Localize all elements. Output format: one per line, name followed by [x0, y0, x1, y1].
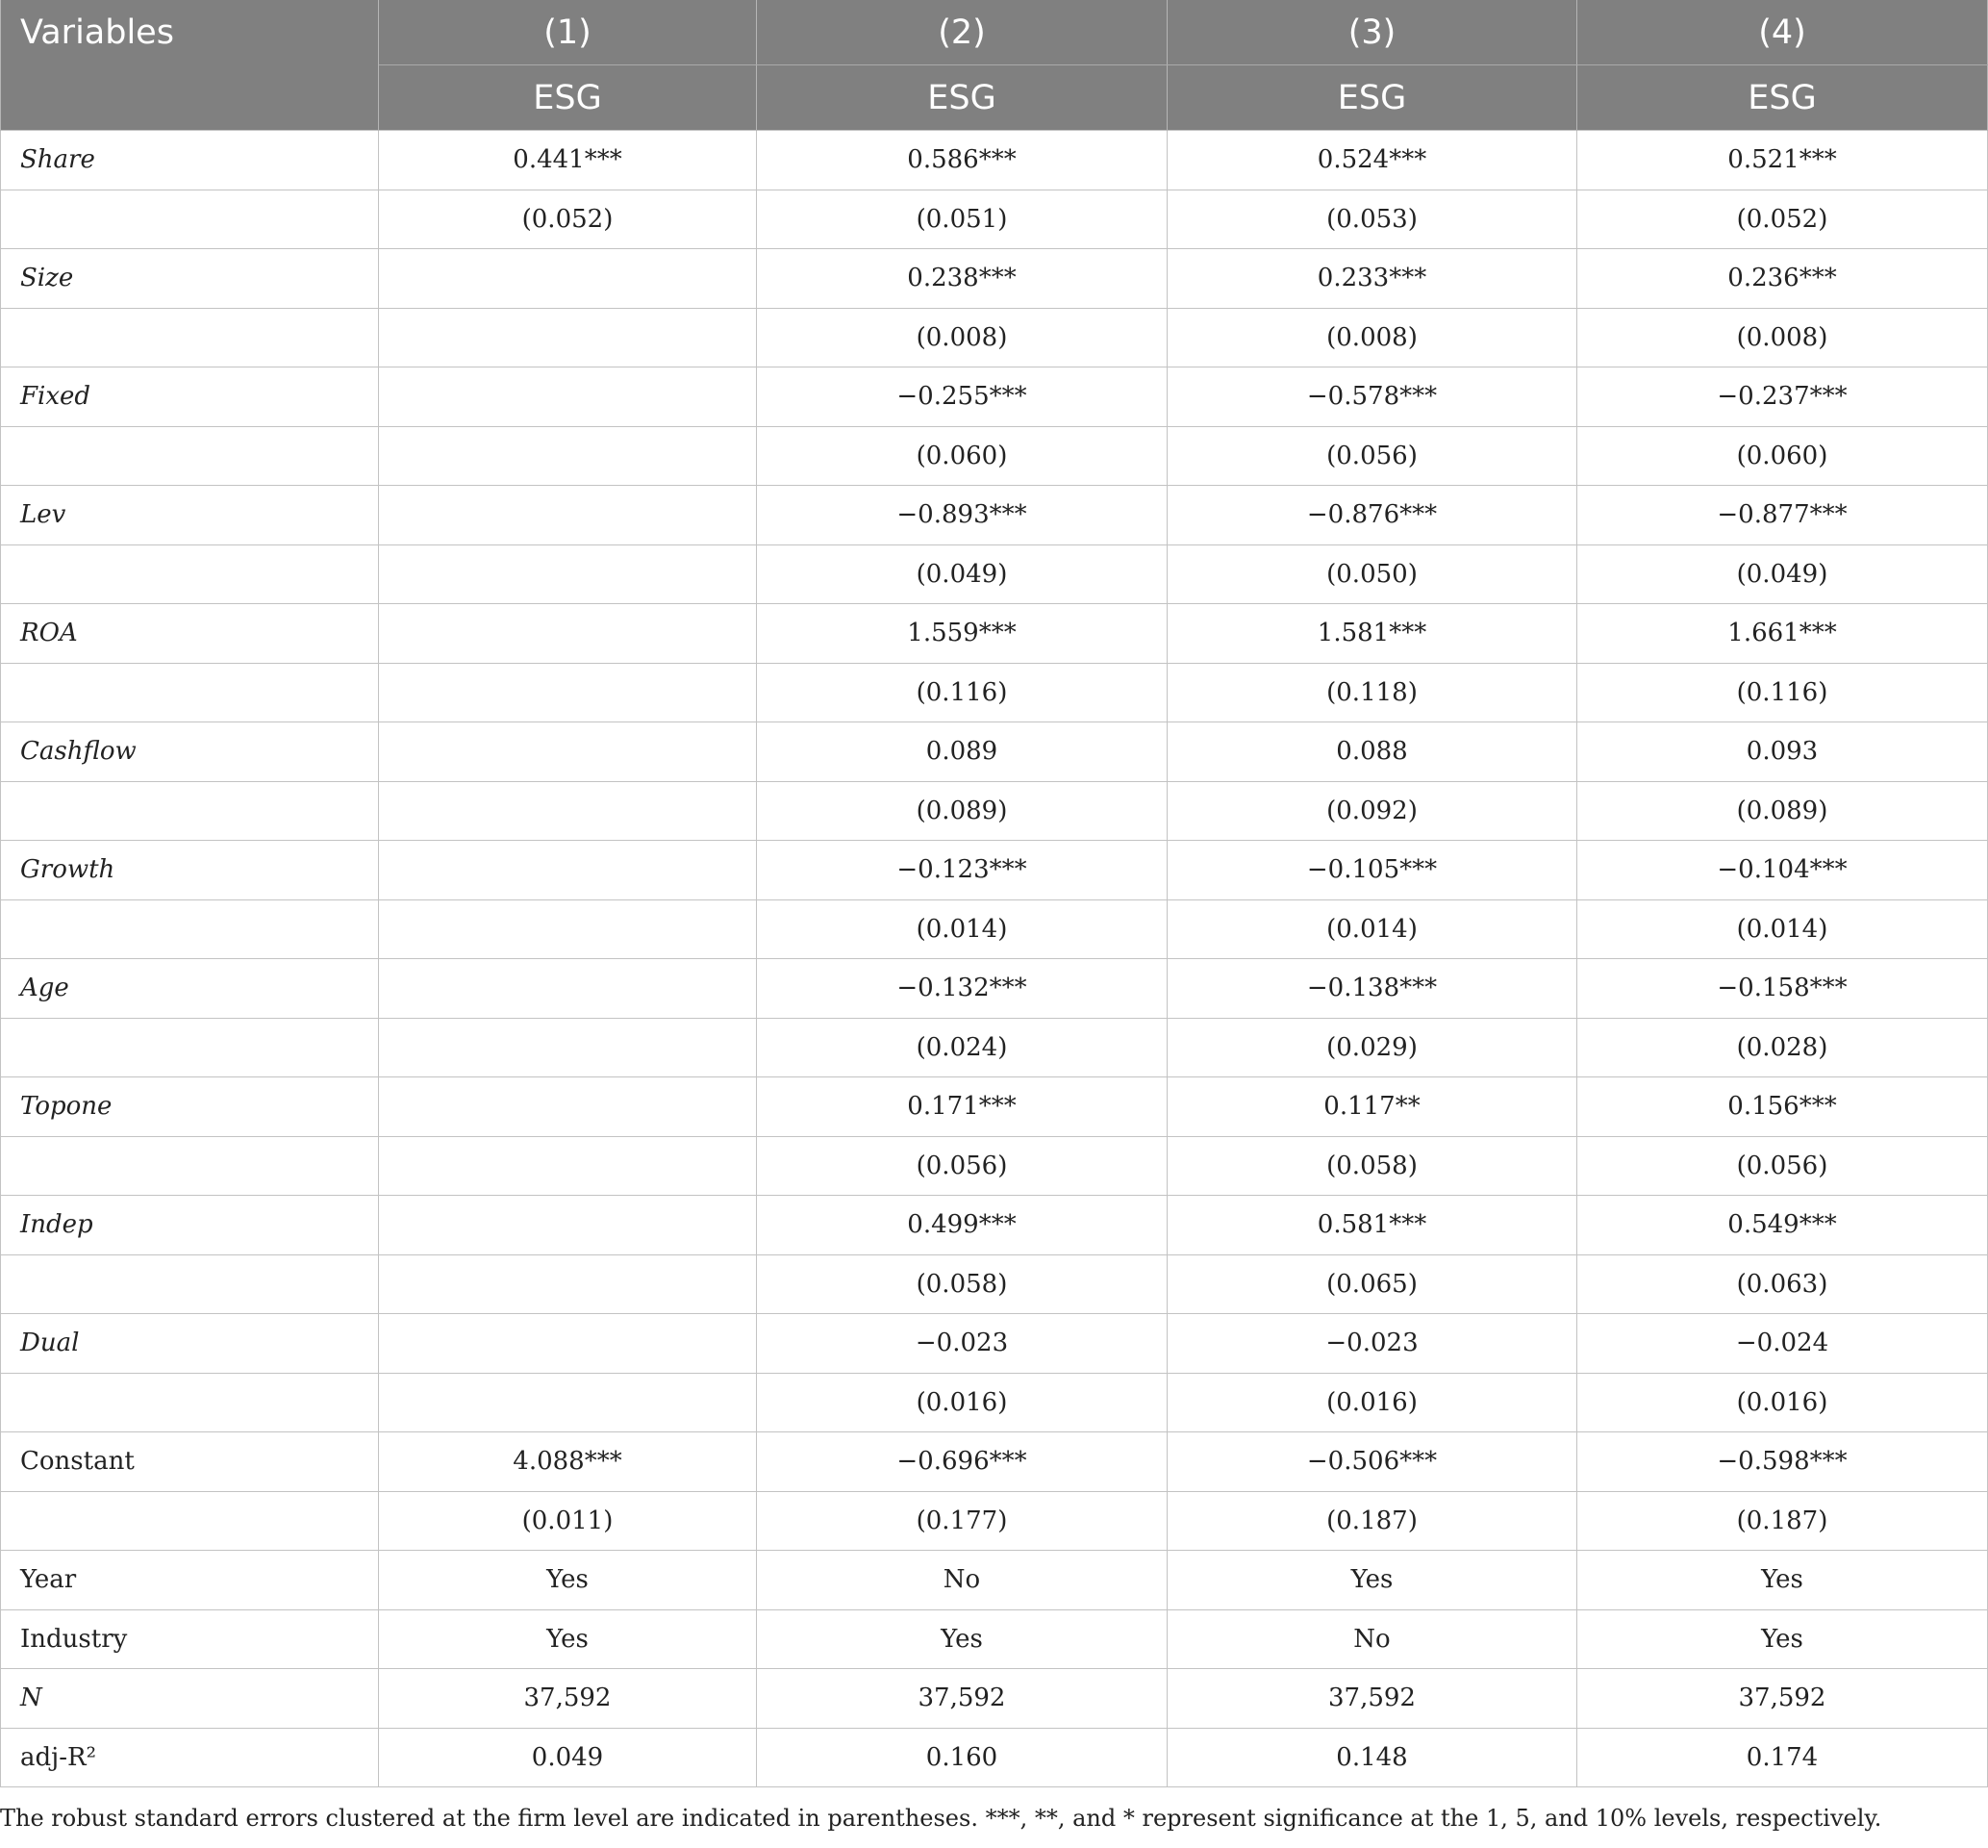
standard-error-cell: (0.008): [1168, 308, 1577, 367]
header-column-4: (4): [1577, 0, 1988, 65]
table-row-standard-error: [1, 426, 1988, 486]
coefficient-cell: 0.521***: [1577, 131, 1988, 190]
row-label: Cashflow: [1, 722, 379, 782]
standard-error-cell: (0.008): [757, 308, 1168, 367]
coefficient-cell: 1.581***: [1168, 604, 1577, 664]
coefficient-cell: 0.233***: [1168, 249, 1577, 309]
standard-error-cell: (0.052): [379, 190, 757, 249]
coefficient-cell: −0.024: [1577, 1314, 1988, 1374]
coefficient-cell: [379, 367, 757, 427]
standard-error-cell: (0.177): [757, 1491, 1168, 1551]
header-dependent-2: ESG: [757, 65, 1168, 131]
table-row-coefficient: [1, 131, 1988, 190]
row-label-blank: [1, 190, 379, 249]
standard-error-cell: (0.187): [1577, 1491, 1988, 1551]
coefficient-cell: 0.581***: [1168, 1196, 1577, 1255]
row-label-blank: [1, 1136, 379, 1196]
coefficient-cell: 0.088: [1168, 722, 1577, 782]
table-footnote: The robust standard errors clustered at the firm level are indicated in parentheses. ***, **, and * represent significance at the 1, 5, and 10% levels, respectively.: [0, 1805, 1882, 1832]
header-dependent-1: ESG: [379, 65, 757, 131]
coefficient-cell: 0.236***: [1577, 249, 1988, 309]
standard-error-cell: (0.063): [1577, 1254, 1988, 1314]
coefficient-cell: 0.586***: [757, 131, 1168, 190]
row-label: adj-R²: [1, 1728, 379, 1787]
standard-error-cell: (0.187): [1168, 1491, 1577, 1551]
summary-cell: 37,592: [1577, 1669, 1988, 1729]
coefficient-cell: −0.132***: [757, 959, 1168, 1019]
table-row-standard-error: [1, 781, 1988, 841]
row-label-blank: [1, 1254, 379, 1314]
table-row-standard-error: [1, 1491, 1988, 1551]
row-label-blank: [1, 781, 379, 841]
table-row-standard-error: [1, 1018, 1988, 1077]
standard-error-cell: (0.049): [1577, 544, 1988, 604]
table-row-standard-error: [1, 190, 1988, 249]
table-header: [1, 0, 1988, 131]
table-row-summary: [1, 1609, 1988, 1669]
row-label: N: [1, 1669, 379, 1729]
coefficient-cell: −0.237***: [1577, 367, 1988, 427]
coefficient-cell: [379, 841, 757, 900]
coefficient-cell: −0.877***: [1577, 486, 1988, 545]
header-variables: Variables: [1, 0, 379, 65]
coefficient-cell: 0.524***: [1168, 131, 1577, 190]
coefficient-cell: [379, 604, 757, 664]
standard-error-cell: (0.058): [1168, 1136, 1577, 1196]
row-label-blank: [1, 426, 379, 486]
summary-cell: Yes: [379, 1551, 757, 1610]
standard-error-cell: (0.028): [1577, 1018, 1988, 1077]
header-row-columns: [1, 0, 1988, 65]
standard-error-cell: (0.050): [1168, 544, 1577, 604]
coefficient-cell: [379, 722, 757, 782]
coefficient-cell: −0.893***: [757, 486, 1168, 545]
coefficient-cell: 4.088***: [379, 1432, 757, 1492]
coefficient-cell: 0.089: [757, 722, 1168, 782]
standard-error-cell: (0.011): [379, 1491, 757, 1551]
header-column-2: (2): [757, 0, 1168, 65]
summary-cell: 37,592: [379, 1669, 757, 1729]
row-label: Dual: [1, 1314, 379, 1374]
table-row-coefficient: [1, 722, 1988, 782]
coefficient-cell: −0.578***: [1168, 367, 1577, 427]
header-column-1: (1): [379, 0, 757, 65]
standard-error-cell: (0.058): [757, 1254, 1168, 1314]
table-body: [1, 131, 1988, 1787]
summary-cell: Yes: [757, 1609, 1168, 1669]
coefficient-cell: [379, 959, 757, 1019]
coefficient-cell: −0.023: [757, 1314, 1168, 1374]
table-row-standard-error: [1, 1373, 1988, 1432]
standard-error-cell: [379, 781, 757, 841]
coefficient-cell: −0.876***: [1168, 486, 1577, 545]
standard-error-cell: (0.056): [757, 1136, 1168, 1196]
standard-error-cell: (0.065): [1168, 1254, 1577, 1314]
coefficient-cell: −0.506***: [1168, 1432, 1577, 1492]
coefficient-cell: −0.023: [1168, 1314, 1577, 1374]
standard-error-cell: (0.008): [1577, 308, 1988, 367]
row-label: Indep: [1, 1196, 379, 1255]
coefficient-cell: 0.499***: [757, 1196, 1168, 1255]
coefficient-cell: [379, 1196, 757, 1255]
summary-cell: Yes: [1168, 1551, 1577, 1610]
row-label: Size: [1, 249, 379, 309]
coefficient-cell: [379, 1314, 757, 1374]
standard-error-cell: (0.056): [1577, 1136, 1988, 1196]
coefficient-cell: −0.158***: [1577, 959, 1988, 1019]
coefficient-cell: 0.156***: [1577, 1077, 1988, 1137]
summary-cell: Yes: [379, 1609, 757, 1669]
coefficient-cell: 0.441***: [379, 131, 757, 190]
row-label: Year: [1, 1551, 379, 1610]
standard-error-cell: [379, 544, 757, 604]
standard-error-cell: (0.014): [1577, 899, 1988, 959]
coefficient-cell: −0.105***: [1168, 841, 1577, 900]
standard-error-cell: [379, 663, 757, 722]
header-column-3: (3): [1168, 0, 1577, 65]
table-row-standard-error: [1, 899, 1988, 959]
table-row-coefficient: [1, 367, 1988, 427]
row-label-blank: [1, 308, 379, 367]
row-label: Fixed: [1, 367, 379, 427]
standard-error-cell: (0.116): [1577, 663, 1988, 722]
table-row-summary: [1, 1669, 1988, 1729]
table-row-coefficient: [1, 604, 1988, 664]
coefficient-cell: 0.549***: [1577, 1196, 1988, 1255]
standard-error-cell: (0.016): [757, 1373, 1168, 1432]
table-row-standard-error: [1, 663, 1988, 722]
standard-error-cell: (0.053): [1168, 190, 1577, 249]
coefficient-cell: −0.255***: [757, 367, 1168, 427]
table-row-coefficient: [1, 1077, 1988, 1137]
table-row-summary: [1, 1551, 1988, 1610]
summary-cell: 37,592: [757, 1669, 1168, 1729]
coefficient-cell: −0.696***: [757, 1432, 1168, 1492]
row-label: Topone: [1, 1077, 379, 1137]
row-label: Age: [1, 959, 379, 1019]
standard-error-cell: (0.014): [1168, 899, 1577, 959]
table-row-coefficient: [1, 1314, 1988, 1374]
summary-cell: Yes: [1577, 1609, 1988, 1669]
coefficient-cell: [379, 249, 757, 309]
table-row-coefficient: [1, 1432, 1988, 1492]
summary-cell: Yes: [1577, 1551, 1988, 1610]
table-row-standard-error: [1, 1136, 1988, 1196]
coefficient-cell: 0.093: [1577, 722, 1988, 782]
row-label-blank: [1, 1018, 379, 1077]
standard-error-cell: [379, 1254, 757, 1314]
standard-error-cell: (0.089): [1577, 781, 1988, 841]
summary-cell: No: [757, 1551, 1168, 1610]
header-variables-blank: [1, 65, 379, 131]
standard-error-cell: (0.060): [757, 426, 1168, 486]
standard-error-cell: (0.060): [1577, 426, 1988, 486]
table-row-coefficient: [1, 959, 1988, 1019]
row-label: Growth: [1, 841, 379, 900]
row-label-blank: [1, 663, 379, 722]
summary-cell: 0.148: [1168, 1728, 1577, 1787]
standard-error-cell: (0.024): [757, 1018, 1168, 1077]
coefficient-cell: −0.123***: [757, 841, 1168, 900]
table-row-standard-error: [1, 1254, 1988, 1314]
row-label-blank: [1, 1491, 379, 1551]
row-label-blank: [1, 1373, 379, 1432]
summary-cell: 37,592: [1168, 1669, 1577, 1729]
standard-error-cell: (0.116): [757, 663, 1168, 722]
coefficient-cell: 1.661***: [1577, 604, 1988, 664]
summary-cell: No: [1168, 1609, 1577, 1669]
standard-error-cell: (0.014): [757, 899, 1168, 959]
coefficient-cell: [379, 1077, 757, 1137]
summary-cell: 0.160: [757, 1728, 1168, 1787]
standard-error-cell: [379, 899, 757, 959]
standard-error-cell: (0.089): [757, 781, 1168, 841]
row-label: Constant: [1, 1432, 379, 1492]
standard-error-cell: [379, 1018, 757, 1077]
coefficient-cell: −0.104***: [1577, 841, 1988, 900]
standard-error-cell: [379, 426, 757, 486]
header-row-dependent: [1, 65, 1988, 131]
table-row-coefficient: [1, 1196, 1988, 1255]
row-label: ROA: [1, 604, 379, 664]
coefficient-cell: 1.559***: [757, 604, 1168, 664]
standard-error-cell: (0.056): [1168, 426, 1577, 486]
row-label: Lev: [1, 486, 379, 545]
table-row-standard-error: [1, 308, 1988, 367]
row-label-blank: [1, 899, 379, 959]
row-label: Industry: [1, 1609, 379, 1669]
standard-error-cell: (0.029): [1168, 1018, 1577, 1077]
row-label-blank: [1, 544, 379, 604]
coefficient-cell: −0.138***: [1168, 959, 1577, 1019]
standard-error-cell: (0.016): [1577, 1373, 1988, 1432]
coefficient-cell: −0.598***: [1577, 1432, 1988, 1492]
table-row-summary: [1, 1728, 1988, 1787]
standard-error-cell: (0.051): [757, 190, 1168, 249]
summary-cell: 0.174: [1577, 1728, 1988, 1787]
coefficient-cell: 0.171***: [757, 1077, 1168, 1137]
standard-error-cell: (0.016): [1168, 1373, 1577, 1432]
standard-error-cell: (0.049): [757, 544, 1168, 604]
header-dependent-3: ESG: [1168, 65, 1577, 131]
table-row-coefficient: [1, 249, 1988, 309]
table-row-coefficient: [1, 486, 1988, 545]
standard-error-cell: (0.092): [1168, 781, 1577, 841]
coefficient-cell: 0.238***: [757, 249, 1168, 309]
standard-error-cell: (0.052): [1577, 190, 1988, 249]
table-row-coefficient: [1, 841, 1988, 900]
standard-error-cell: [379, 1136, 757, 1196]
table-row-standard-error: [1, 544, 1988, 604]
standard-error-cell: [379, 1373, 757, 1432]
standard-error-cell: (0.118): [1168, 663, 1577, 722]
standard-error-cell: [379, 308, 757, 367]
summary-cell: 0.049: [379, 1728, 757, 1787]
row-label: Share: [1, 131, 379, 190]
coefficient-cell: [379, 486, 757, 545]
coefficient-cell: 0.117**: [1168, 1077, 1577, 1137]
header-dependent-4: ESG: [1577, 65, 1988, 131]
